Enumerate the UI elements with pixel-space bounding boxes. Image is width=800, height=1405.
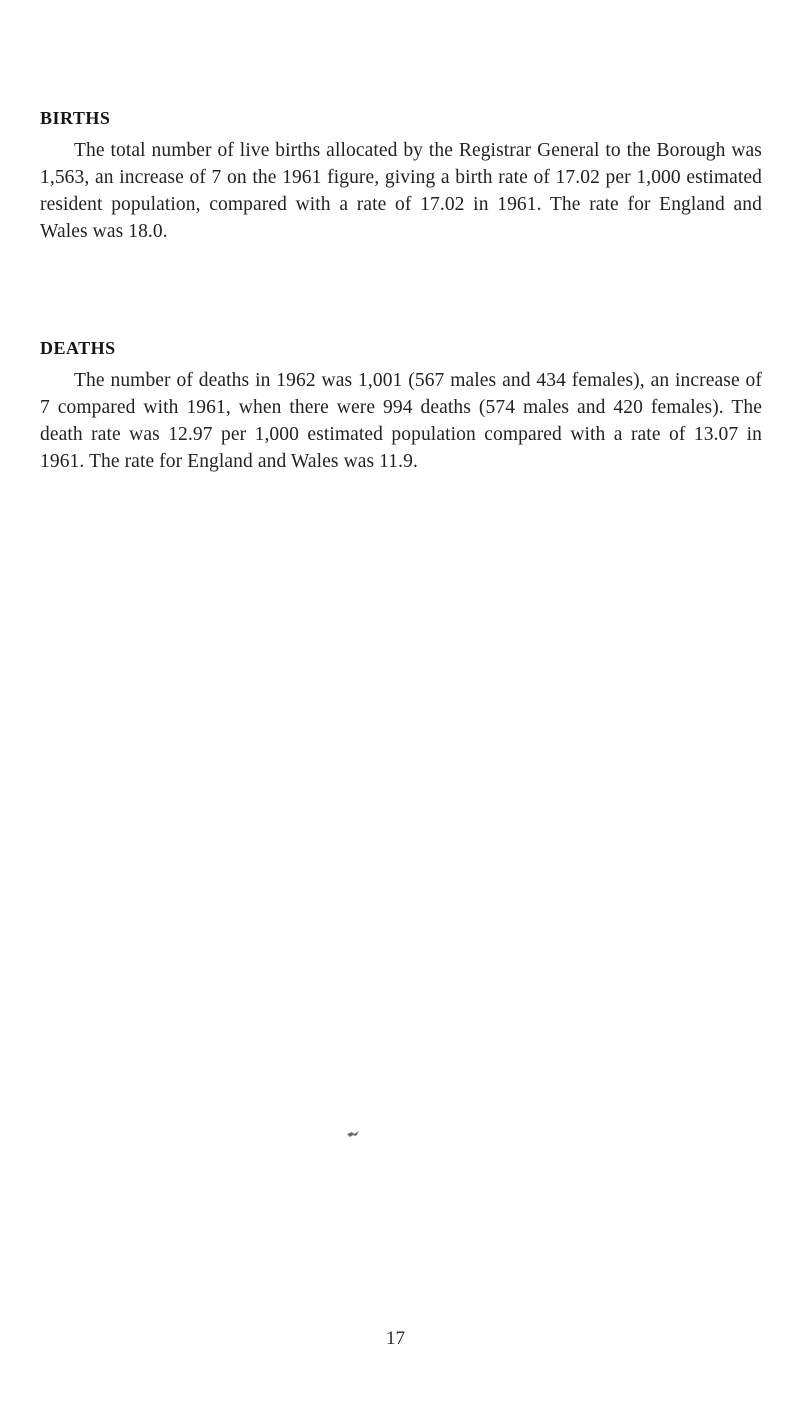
deaths-paragraph: The number of deaths in 1962 was 1,001 (567 males and 434 females), an increase of 7 compared with 1961, when there were 994 deaths (574 males and 420 females). The death rate was 12.97 per 1,000 estimated population compared with a rate of 13.07 in 1961. The rate for England and Wales was 11.9. xyxy=(40,370,762,472)
births-heading: BIRTHS xyxy=(40,108,111,128)
births-paragraph: The total number of live births allocated by the Registrar General to the Borough was 1,563, an increase of 7 on the 1961 figure, giving a birth rate of 17.02 per 1,000 estimated resident population, compared with a rate of 17.02 in 1961. The rate for England and Wales was 18.0. xyxy=(40,140,762,242)
deaths-heading: DEATHS xyxy=(40,338,116,358)
page-number: 17 xyxy=(386,1328,405,1349)
print-speck-mark xyxy=(347,1131,359,1137)
births-section xyxy=(40,108,762,245)
deaths-section xyxy=(40,338,762,475)
